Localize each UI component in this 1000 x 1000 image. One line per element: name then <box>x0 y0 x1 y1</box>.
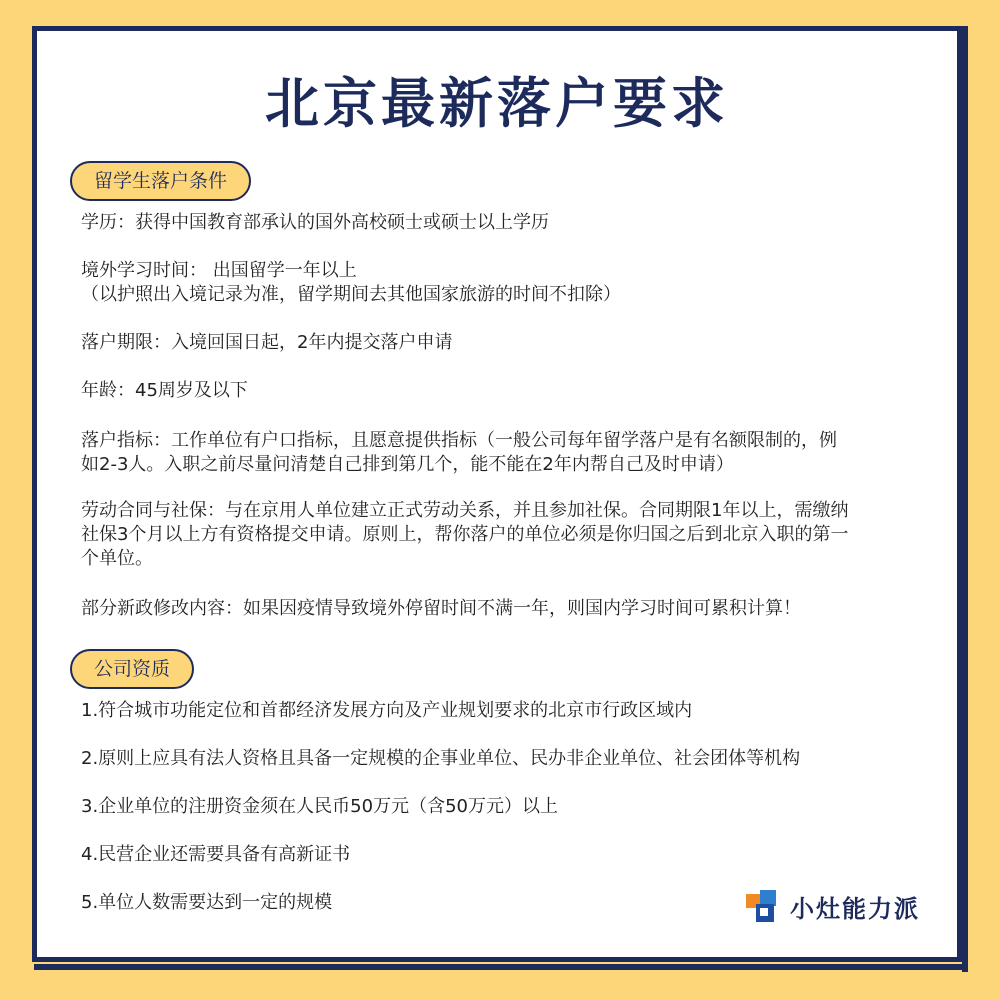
paragraph-line: 部分新政修改内容：如果因疫情导致境外停留时间不满一年，则国内学习时间可累积计算！ <box>81 598 801 619</box>
company-item-1 <box>81 699 921 723</box>
paragraph-line: 落户期限：入境回国日起，2年内提交落户申请 <box>81 332 453 353</box>
logo-icon <box>744 888 780 924</box>
page-title: 北京最新落户要求 <box>265 72 729 135</box>
paragraph-line: 学历：获得中国教育部承认的国外高校硕士或硕士以上学历 <box>81 212 549 233</box>
paragraph-line: 境外学习时间： 出国留学一年以上 <box>81 260 357 281</box>
paragraph-line: 4.民营企业还需要具备有高新证书 <box>81 844 351 865</box>
frame-shadow-bottom <box>34 964 968 970</box>
content-card <box>32 26 962 962</box>
paragraph-new-policy <box>81 597 921 621</box>
paragraph-line: 5.单位人数需要达到一定的规模 <box>81 892 333 913</box>
company-item-4 <box>81 843 921 867</box>
paragraph-line: 个单位。 <box>81 548 153 569</box>
section-label-students: 留学生落户条件 <box>70 161 251 201</box>
paragraph-line: （以护照出入境记录为准，留学期间去其他国家旅游的时间不扣除） <box>81 284 621 305</box>
paragraph-education <box>81 211 921 235</box>
paragraph-contract <box>81 499 921 571</box>
paragraph-quota <box>81 429 921 477</box>
paragraph-deadline <box>81 331 921 355</box>
paragraph-line: 如2-3人。入职之前尽量问清楚自己排到第几个，能不能在2年内帮自己及时申请） <box>81 454 734 475</box>
brand-logo <box>744 886 920 926</box>
paragraph-line: 劳动合同与社保：与在京用人单位建立正式劳动关系，并且参加社保。合同期限1年以上，需缴纳 <box>81 500 849 521</box>
paragraph-line: 1.符合城市功能定位和首都经济发展方向及产业规划要求的北京市行政区域内 <box>81 700 693 721</box>
section-label-company: 公司资质 <box>70 649 194 689</box>
company-item-3 <box>81 795 921 819</box>
paragraph-study-time <box>81 259 921 307</box>
paragraph-line: 落户指标：工作单位有户口指标，且愿意提供指标（一般公司每年留学落户是有名额限制的，例 <box>81 430 837 451</box>
company-item-2 <box>81 747 921 771</box>
logo-text: 小灶能力派 <box>790 894 920 923</box>
paragraph-line: 3.企业单位的注册资金须在人民币50万元（含50万元）以上 <box>81 796 558 817</box>
paragraph-age <box>81 379 921 403</box>
paragraph-line: 2.原则上应具有法人资格且具备一定规模的企事业单位、民办非企业单位、社会团体等机构 <box>81 748 801 769</box>
paragraph-line: 年龄：45周岁及以下 <box>81 380 248 401</box>
paragraph-line: 社保3个月以上方有资格提交申请。原则上，帮你落户的单位必须是你归国之后到北京入职的第一 <box>81 524 849 545</box>
frame-shadow-right <box>962 26 968 972</box>
